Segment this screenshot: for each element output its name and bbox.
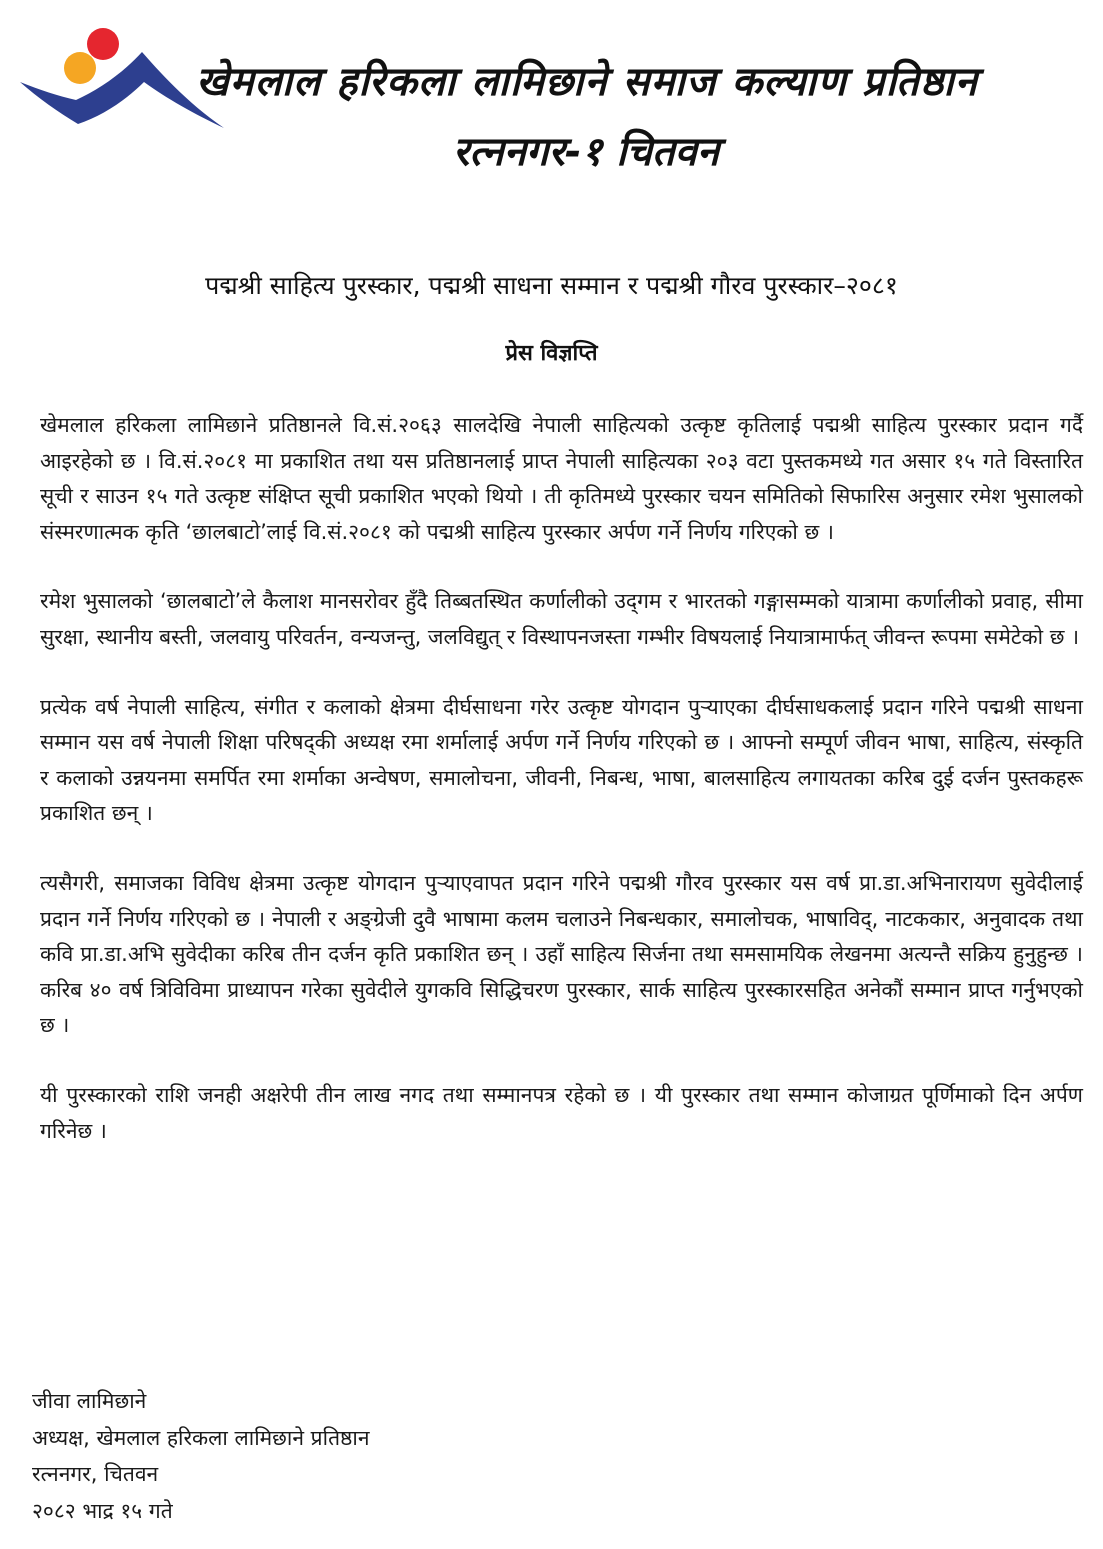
paragraph-sadhana-award: प्रत्येक वर्ष नेपाली साहित्य, संगीत र कलाको क्षेत्रमा दीर्घसाधना गरेर उत्कृष्ट योगदान पुर्‍याएका दीर्घसाधकलाई प्रदान गरिने पद्मश्री साधना सम्मान यस वर्ष नेपाली शिक्षा परिषद्‌की अध्यक्ष रमा शर्मालाई अर्पण गर्ने निर्णय गरिएको छ । आफ्नो सम्पूर्ण जीवन भाषा, साहित्य, संस्कृति र कलाको उन्नयनमा समर्पित रमा शर्माका अन्वेषण, समालोचना, जीवनी, निबन्ध, भाषा, बालसाहित्य लगायतका करिब दुई दर्जन पुस्तकहरू प्रकाशित छन् । xyxy=(40,694,1083,826)
logo-blue-swoosh xyxy=(20,52,224,128)
signatory-name: जीवा लामिछाने xyxy=(32,1389,147,1413)
paragraph-prize-details: यी पुरस्कारको राशि जनही अक्षरेपी तीन लाख नगद तथा सम्मानपत्र रहेको छ । यी पुरस्कार तथा सम्मान कोजाग्रत पूर्णिमाको दिन अर्पण गरिनेछ । xyxy=(40,1082,1083,1143)
organization-name: खेमलाल हरिकला लामिछाने समाज कल्याण प्रतिष्ठान xyxy=(196,59,978,105)
logo-red-circle xyxy=(87,28,119,60)
document-type-heading: प्रेस विज्ञप्ति xyxy=(505,341,598,366)
award-title: पद्मश्री साहित्य पुरस्कार, पद्मश्री साधना सम्मान र पद्मश्री गौरव पुरस्कार–२०८१ xyxy=(205,271,898,300)
signature-block xyxy=(32,1383,632,1529)
logo-orange-circle xyxy=(64,52,96,84)
release-body xyxy=(40,408,1083,1183)
paragraph-literature-award: खेमलाल हरिकला लामिछाने प्रतिष्ठानले वि.सं.२०६३ सालदेखि नेपाली साहित्यको उत्कृष्ट कृतिलाई पद्मश्री साहित्य पुरस्कार प्रदान गर्दै आइरहेको छ । वि.सं.२०८१ मा प्रकाशित तथा यस प्रतिष्ठानलाई प्राप्त नेपाली साहित्यका २०३ वटा पुस्तकमध्ये गत असार १५ गते विस्तारित सूची र साउन १५ गते उत्कृष्ट संक्षिप्त सूची प्रकाशित भएको थियो । ती कृतिमध्ये पुरस्कार चयन समितिको सिफारिस अनुसार रमेश भुसालको संस्मरणात्मक कृति ‘छालबाटो’लाई वि.सं.२०८१ को पद्मश्री साहित्य पुरस्कार अर्पण गर्ने निर्णय गरिएको छ । xyxy=(40,413,1083,544)
signatory-designation: अध्यक्ष, खेमलाल हरिकला लामिछाने प्रतिष्ठान xyxy=(32,1425,370,1450)
signatory-place: रत्ननगर, चितवन xyxy=(32,1462,159,1486)
release-date: २०८२ भाद्र १५ गते xyxy=(32,1498,173,1523)
organization-address: रत्ननगर-१ चितवन xyxy=(452,129,720,175)
paragraph-book-summary: रमेश भुसालको ‘छालबाटो’ले कैलाश मानसरोवर हुँदै तिब्बतस्थित कर्णालीको उद्‍गम र भारतको गङ्गासम्मको यात्रामा कर्णालीको प्रवाह, सीमा सुरक्षा, स्थानीय बस्ती, जलवायु परिवर्तन, वन्यजन्तु, जलविद्युत् र विस्थापनजस्ता गम्भीर विषयलाई नियात्रामार्फत् जीवन्त रूपमा समेटेको छ । xyxy=(40,589,1083,649)
paragraph-gaurav-award: त्यसैगरी, समाजका विविध क्षेत्रमा उत्कृष्ट योगदान पुर्‍याएवापत प्रदान गरिने पद्मश्री गौरव पुरस्कार यस वर्ष प्रा.डा.अभिनारायण सुवेदीलाई प्रदान गर्ने निर्णय गरिएको छ । नेपाली र अङ्ग्रेजी दुवै भाषामा कलम चलाउने निबन्धकार, समालोचक, भाषाविद्, नाटककार, अनुवादक तथा कवि प्रा.डा.अभि सुवेदीका करिब तीन दर्जन कृति प्रकाशित छन् । उहाँ साहित्य सिर्जना तथा समसामयिक लेखनमा अत्यन्तै सक्रिय हुनुहुन्छ । करिब ४० वर्ष त्रिविविमा प्राध्यापन गरेका सुवेदीले युगकवि सिद्धिचरण पुरस्कार, सार्क साहित्य पुरस्कारसहित अनेकौं सम्मान प्राप्त गर्नुभएको छ । xyxy=(40,870,1083,1038)
